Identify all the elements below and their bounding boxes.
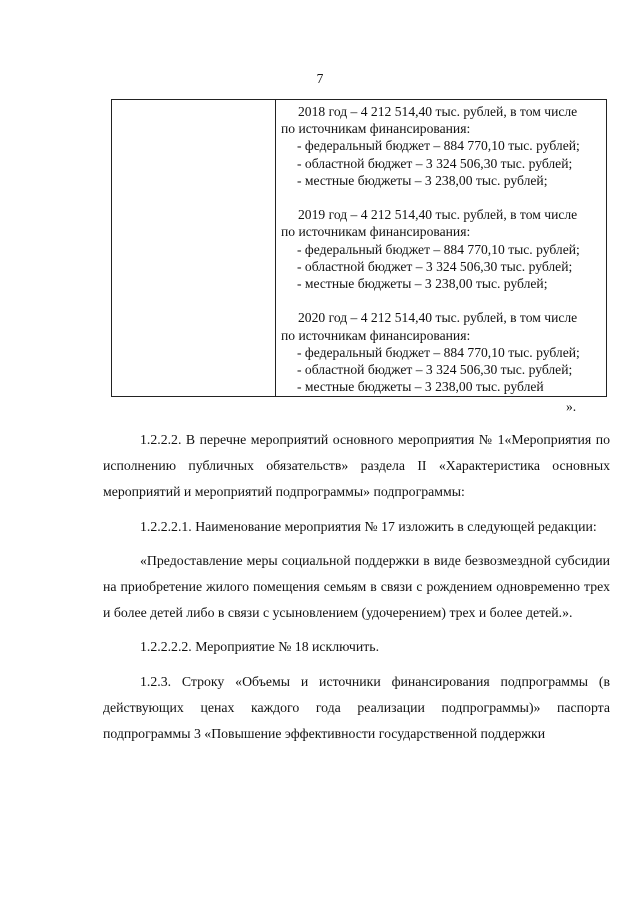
local-budget: - местные бюджеты – 3 238,00 тыс. рублей; <box>297 172 548 188</box>
table-column-divider <box>275 100 276 396</box>
paragraph-1-2-2-2-1: 1.2.2.2.1. Наименование мероприятия № 17 изложить в следующей редакции: <box>140 518 597 534</box>
sources-intro: по источникам финансирования: <box>281 121 471 137</box>
closing-quote: ». <box>566 399 577 414</box>
paragraph-1-2-2-2-2: 1.2.2.2.2. Мероприятие № 18 исключить. <box>140 639 380 655</box>
paragraph-quoted-name: «Предоставление меры социальной поддержки в виде безвозмездной субсидии на приобретение жилого помещения семьям в связи с рождением одновременно трех и более детей либо в связи с усыновлением (удочерением) трех и более детей.». <box>103 552 610 621</box>
regional-budget: - областной бюджет – 3 324 506,30 тыс. рублей; <box>297 258 573 274</box>
regional-budget: - областной бюджет – 3 324 506,30 тыс. рублей; <box>297 155 573 171</box>
year-total: 2018 год – 4 212 514,40 тыс. рублей, в том числе <box>298 104 578 119</box>
paragraph-1-2-3: 1.2.3. Строку «Объемы и источники финансирования подпрограммы (в действующих ценах каждого года реализации подпрограммы)» паспорта подпрограммы 3 «Повышение эффективности государственной поддержки <box>103 673 610 742</box>
page-number: 7 <box>316 71 324 86</box>
year-total: 2020 год – 4 212 514,40 тыс. рублей, в том числе <box>298 310 578 326</box>
federal-budget: - федеральный бюджет – 884 770,10 тыс. рублей; <box>297 344 580 360</box>
sources-intro: по источникам финансирования: <box>281 327 471 343</box>
federal-budget: - федеральный бюджет – 884 770,10 тыс. рублей; <box>297 241 580 257</box>
sources-intro: по источникам финансирования: <box>281 224 471 240</box>
funding-table <box>111 99 607 397</box>
year-block-2019 <box>281 206 606 292</box>
local-budget: - местные бюджеты – 3 238,00 тыс. рублей; <box>297 276 548 292</box>
paragraph-1-2-2-2: 1.2.2.2. В перечне мероприятий основного мероприятия № 1«Мероприятия по исполнению публичных обязательств» раздела II «Характеристика основных мероприятий и мероприятий подпрограммы» подпрограммы: <box>103 432 610 500</box>
federal-budget: - федеральный бюджет – 884 770,10 тыс. рублей; <box>297 138 580 154</box>
regional-budget: - областной бюджет – 3 324 506,30 тыс. рублей; <box>297 362 573 378</box>
funding-cell <box>281 103 606 395</box>
year-block-2020 <box>281 309 606 395</box>
year-total: 2019 год – 4 212 514,40 тыс. рублей, в том числе <box>298 207 578 223</box>
year-block-2018 <box>281 103 606 189</box>
body-text <box>103 427 610 755</box>
local-budget: - местные бюджеты – 3 238,00 тыс. рублей <box>297 379 544 395</box>
